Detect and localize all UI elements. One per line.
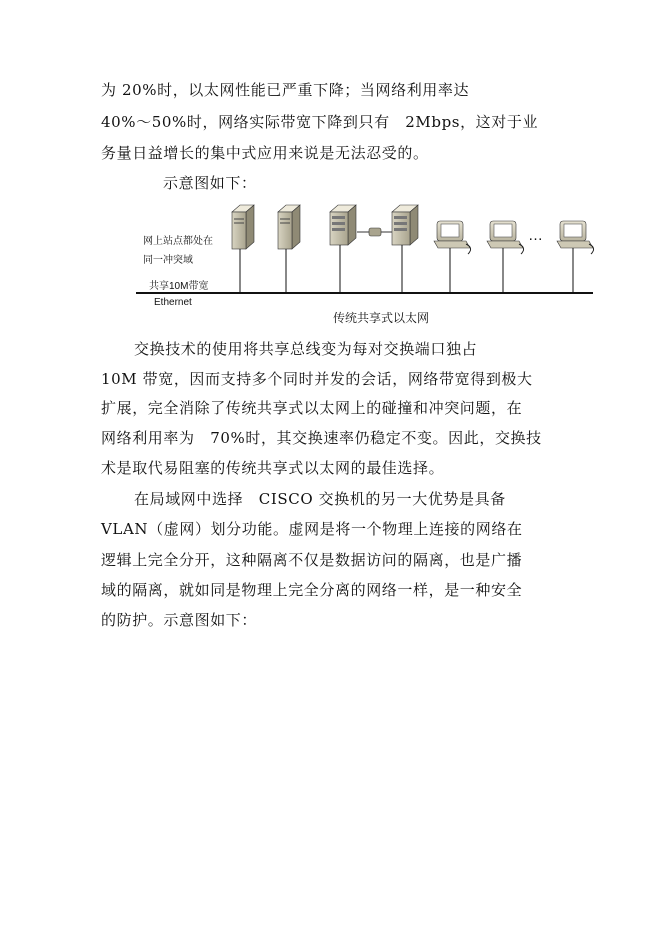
label-shared-bandwidth: 共享10M带宽	[149, 281, 209, 292]
link-connector	[357, 228, 392, 236]
shared-ethernet-diagram	[0, 0, 662, 340]
label-collision-domain-2: 同一冲突域	[143, 255, 193, 266]
terminal-icon	[557, 221, 594, 293]
text-line: 在局域网中选择 CISCO 交换机的另一大优势是具备	[134, 490, 506, 508]
terminal-icon	[487, 221, 524, 293]
text-line: 逻辑上完全分开，这种隔离不仅是数据访问的隔离，也是广播	[101, 551, 523, 569]
server-icon	[392, 205, 418, 293]
text-line: 务量日益增长的集中式应用来说是无法忍受的。	[101, 144, 429, 162]
text-line: 10M 带宽，因而支持多个同时并发的会话，网络带宽得到极大	[101, 370, 533, 388]
label-collision-domain-1: 网上站点都处在	[143, 236, 213, 247]
server-icon	[278, 205, 300, 293]
text-line: VLAN（虚网）划分功能。虚网是将一个物理上连接的网络在	[101, 520, 523, 538]
text-line: 网络利用率为 70%时，其交换速率仍稳定不变。因此，交换技	[101, 429, 542, 447]
text-line: 为 20%时，以太网性能已严重下降；当网络利用率达	[101, 81, 470, 99]
text-line: 交换技术的使用将共享总线变为每对交换端口独占	[134, 340, 478, 358]
diagram-intro: 示意图如下：	[163, 174, 257, 192]
server-icon	[232, 205, 254, 293]
text-line: 扩展，完全消除了传统共享式以太网上的碰撞和冲突问题，在	[101, 399, 523, 417]
diagram-caption: 传统共享式以太网	[333, 311, 430, 325]
terminal-icon	[434, 221, 471, 293]
text-line: 的防护。示意图如下：	[101, 611, 258, 629]
server-icon	[330, 205, 356, 293]
text-line: 40%～50%时，网络实际带宽下降到只有 2Mbps，这对于业	[101, 113, 539, 131]
ellipsis-more-nodes: …	[528, 227, 543, 244]
label-ethernet: Ethernet	[154, 297, 192, 308]
text-line: 域的隔离，就如同是物理上完全分离的网络一样，是一种安全	[101, 581, 523, 599]
text-line: 术是取代易阻塞的传统共享式以太网的最佳选择。	[101, 459, 445, 477]
